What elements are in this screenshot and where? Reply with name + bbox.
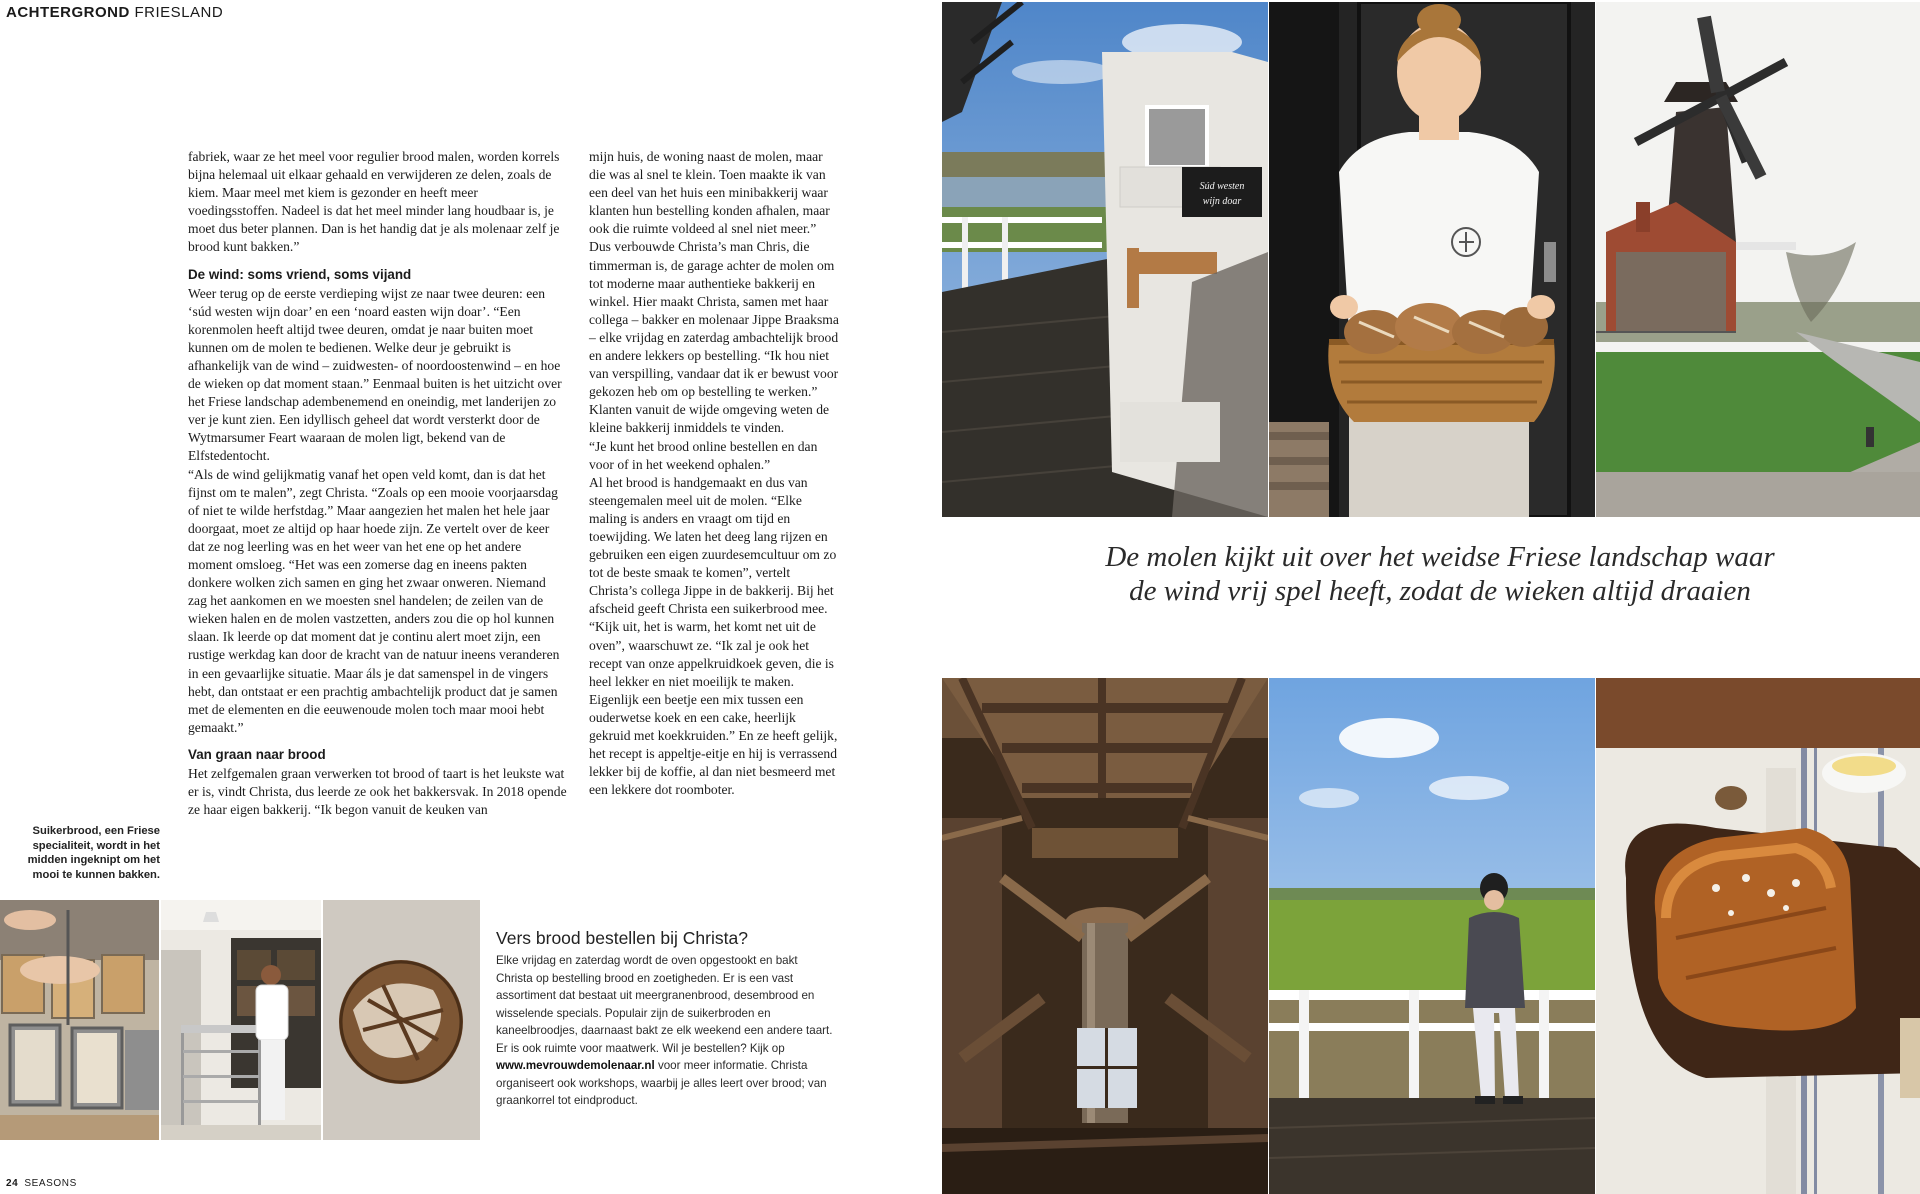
article-column-2 <box>589 148 839 799</box>
info-text: Elke vrijdag en zaterdag wordt de oven opgestookt en bakt Christa op bestelling brood en zoetigheden. Er is een vast assortiment dat bestaat uit meergranenbrood, desembrood en wisselende specials. Populair zijn de suikerbroden en kaneelbroodjes, daarnaast bakt ze elk weekend een andere taart. Er is ook ruimte voor maatwerk. Wil je bestellen? Kijk op <box>496 954 833 1055</box>
pull-quote-line-2: de wind vrij spel heeft, zodat de wieken altijd draaien <box>1129 575 1751 607</box>
subheading-graan: Van graan naar brood <box>188 746 326 762</box>
info-box-title: Vers brood bestellen bij Christa? <box>496 928 748 948</box>
door-sign-line-2: wijn doar <box>1202 196 1242 207</box>
photo-caption: Suikerbrood, een Friese specialiteit, wordt in het midden ingeknipt om het mooi te kunnen bakken. <box>27 825 160 881</box>
pull-quote-line-1: De molen kijkt uit over het weidse Friese landschap waar <box>1105 541 1775 573</box>
article-column-1 <box>188 148 568 819</box>
info-text: voor meer informatie. Christa organiseert ook workshops, waarbij je alles leert over brood; van graankorrel tot eindproduct. <box>496 1059 827 1107</box>
windmill-exterior-photo <box>1596 2 1920 517</box>
magazine-name: SEASONS <box>24 1178 77 1189</box>
article-paragraph: Weer terug op de eerste verdieping wijst ze naar twee deuren: een ‘súd westen wijn doar’ en een ‘noard easten wijn doar’. “Een korenmolen heeft altijd twee deuren, omdat je naar buiten moet kunnen om de molen te bedienen. Welke deur je gebruikt is afhankelijk van de wind – zuidwesten- of noordoostenwind – en hoe de wieken op dat moment staan.” Eenmaal buiten is het uitzicht over het Friese landschap adembenemend en oneindig, met landerijen zo ver je kunt zien. Een idyllisch geheel dat wordt versterkt door de Wytmarsumer Feart waaraan de molen ligt, bekend van de Elfstedentocht. <box>188 285 562 464</box>
article-paragraph: fabriek, waar ze het meel voor regulier brood malen, worden korrels bijna helemaal uit elkaar gehaald en verwijderen ze delen, zoals de kiem. Maar meel met kiem is gezonder en heeft meer voedingsstoffen. Nadeel is dat het meel minder lang houdbaar is, je moet dus beter plannen. Dan is het handig dat je als molenaar zelf je brood kunt bakken.” <box>188 149 560 255</box>
article-paragraph: “Als de wind gelijkmatig vanaf het open veld komt, dan is dat het fijnst om te malen”, zegt Christa. “Zoals op een mooie voorjaarsdag of niet te wilde herfstdag.” Maar aangezien het malen het hele jaar doorgaat, moet ze altijd op haar hoede zijn. Ze vertelt over de keer dat ze nog leerling was en het weer van het ene op het andere moment omsloeg. “Het was een zomerse dag en ineens pakten donkere wolken zich samen en ging het zwaar onweren. Niemand zag het aankomen en we moesten snel handelen; de zeilen van de wieken halen en de molen vastzetten, anders zou die op hol kunnen slaan. Ik leerde op dat moment dat je continu alert moet zijn, een rustige werkdag kan door de kracht van de natuur ineens veranderen in een gevaarlijke situatie. Maar áls je dat samenspel in de vingers hebt, dan ontstaat er een prachtig ambachtelijk product dat je samen met de elementen en die eeuwenoude molen toch maar mooi hebt gemaakt.” <box>188 466 560 735</box>
dough-tins-photo <box>0 900 159 1140</box>
article-paragraph: “Je kunt het brood online bestellen en dan voor of in het weekend ophalen.” <box>589 438 818 472</box>
baker-with-bread-basket-photo <box>1269 2 1595 517</box>
suikerbrood-photo <box>1596 678 1920 1194</box>
section-label: ACHTERGROND <box>6 4 130 21</box>
website-link[interactable]: www.mevrouwdemolenaar.nl <box>496 1059 655 1072</box>
baker-photo <box>161 900 321 1140</box>
article-paragraph: mijn huis, de woning naast de molen, maar die was al snel te klein. Toen maakte ik van een deel van het huis een minibakkerij waar klanten hun bestelling konden afhalen, maar ook die ruimte voldeed al snel niet meer.” Dus verbouwde Christa’s man Chris, die timmerman is, de garage achter de molen om tot moderne maar authentieke bakkerij en winkel. Hier maakt Christa, samen met haar collega – bakker en molenaar Jippe Braaksma – elke vrijdag en zaterdag ambachtelijk brood en andere lekkers op bestelling. “Ik hou niet van verspilling, vandaar dat ik er bewust voor gekozen heb om op bestelling te werken.” Klanten vanuit de wijde omgeving weten de kleine bakkerij inmiddels te vinden. <box>589 149 839 436</box>
subheading-wind: De wind: soms vriend, soms vijand <box>188 266 412 282</box>
door-sign-line-1: Súd westen <box>1199 181 1245 192</box>
page-footer <box>6 1178 77 1189</box>
woman-on-balcony-photo <box>1269 678 1595 1194</box>
section-header <box>6 4 223 21</box>
article-paragraph: Het zelfgemalen graan verwerken tot brood of taart is het leukste wat er is, vindt Christa, dus leerde ze ook het bakkersvak. In 2018 opende ze haar eigen bakkerij. “Ik begon vanuit de keuken van <box>188 765 567 818</box>
mill-door-photo <box>942 2 1268 517</box>
article-paragraph: Al het brood is handgemaakt en dus van steengemalen meel uit de molen. “Elke maling is anders en vraagt om tijd en toewijding. We laten het deeg lang rijzen en gebruiken een eigen zuurdesemcultuur om zo tot de beste smaak te komen”, vertelt Christa’s collega Jippe in de bakkerij. Bij het afscheid geeft Christa een suikerbrood mee. “Kijk uit, het is warm, het komt net uit de oven”, waarschuwt ze. “Ik zal je ook het recept van onze appelkruidkoek geven, die is heel lekker en niet moeilijk te maken. Eigenlijk een beetje een mix tussen een ouderwetse koek en een cake, heerlijk gekruid met koekkruiden.” En ze heeft gelijk, het recept is appeltje-eitje en hij is verrassend lekker bij de koffie, al dan niet besmeerd met een lekkere dot roomboter. <box>589 474 838 798</box>
info-box-body <box>496 952 836 1110</box>
info-box <box>496 928 836 1110</box>
page-number: 24 <box>6 1178 19 1189</box>
sourdough-loaf-photo <box>323 900 480 1140</box>
pull-quote <box>1040 540 1840 608</box>
region-label: FRIESLAND <box>134 4 224 21</box>
mill-interior-photo <box>942 678 1268 1194</box>
